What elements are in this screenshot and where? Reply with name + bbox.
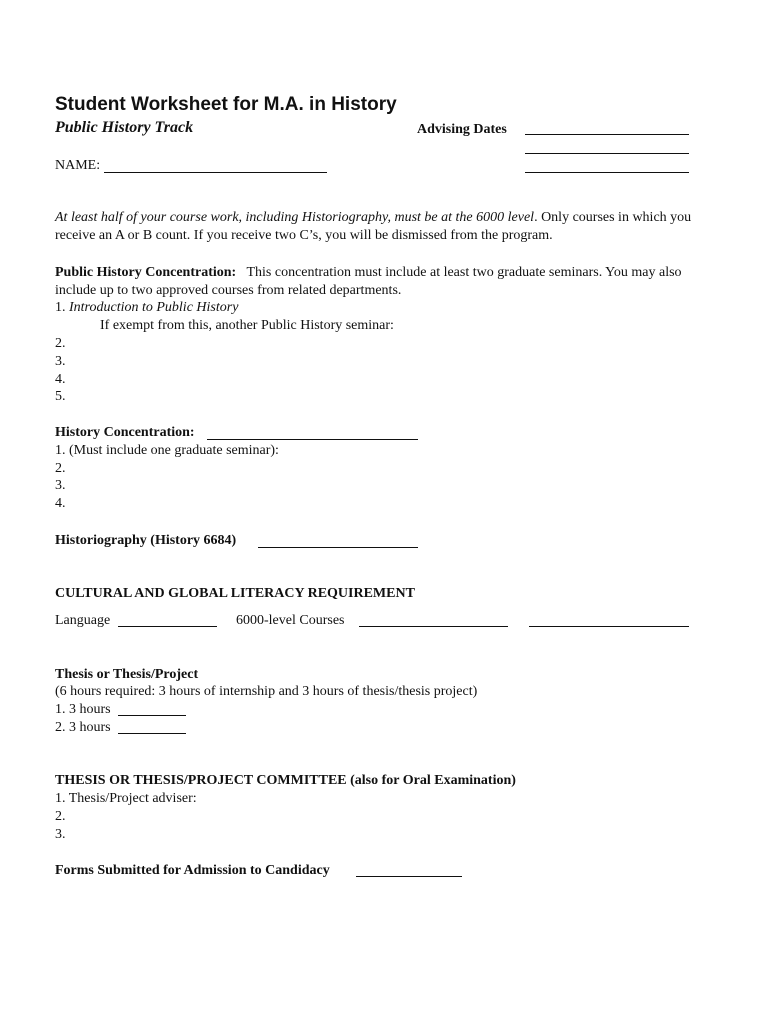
public-history-text: This concentration must include at least two graduate seminars. You may also include up to two approved courses from related departments. bbox=[55, 265, 682, 298]
history-concentration-heading: History Concentration: bbox=[55, 425, 195, 440]
thesis-item-2: 2. 3 hours bbox=[55, 720, 111, 735]
public-history-item-3: 3. bbox=[55, 354, 66, 369]
advising-date-field-1[interactable] bbox=[525, 134, 689, 135]
thesis-note: (6 hours required: 3 hours of internship and 3 hours of thesis/thesis project) bbox=[55, 684, 478, 699]
history-concentration-item-2: 2. bbox=[55, 461, 66, 476]
courses-label: 6000-level Courses bbox=[236, 613, 345, 628]
thesis-hours-field-1[interactable] bbox=[118, 715, 186, 716]
advising-dates-label: Advising Dates bbox=[417, 122, 507, 137]
intro-italic-text: At least half of your course work, including Historiography, must be at the 6000 level bbox=[55, 210, 535, 225]
committee-item-1: 1. Thesis/Project adviser: bbox=[55, 791, 197, 806]
public-history-heading: Public History Concentration: bbox=[55, 265, 237, 280]
name-field[interactable] bbox=[104, 172, 327, 173]
advising-date-field-3[interactable] bbox=[525, 172, 689, 173]
public-history-item-2: 2. bbox=[55, 336, 66, 351]
page-subtitle: Public History Track bbox=[55, 119, 194, 136]
forms-submitted-field[interactable] bbox=[356, 876, 462, 877]
courses-field-2[interactable] bbox=[529, 626, 689, 627]
intro-rest-text: . Only courses in which you receive an A or B count. If you receive two C’s, you will be dismissed from the program. bbox=[55, 210, 692, 243]
courses-field-1[interactable] bbox=[359, 626, 508, 627]
public-history-paragraph bbox=[55, 264, 720, 300]
history-concentration-item-1: 1. (Must include one graduate seminar): bbox=[55, 443, 279, 458]
history-concentration-item-3: 3. bbox=[55, 478, 66, 493]
advising-date-field-2[interactable] bbox=[525, 153, 689, 154]
historiography-field[interactable] bbox=[258, 547, 418, 548]
forms-submitted-label: Forms Submitted for Admission to Candidacy bbox=[55, 863, 330, 878]
name-label: NAME: bbox=[55, 158, 101, 173]
public-history-item-5: 5. bbox=[55, 389, 66, 404]
public-history-item-4: 4. bbox=[55, 372, 66, 387]
cultural-literacy-heading: CULTURAL AND GLOBAL LITERACY REQUIREMENT bbox=[55, 586, 415, 601]
committee-item-2: 2. bbox=[55, 809, 66, 824]
thesis-item-1: 1. 3 hours bbox=[55, 702, 111, 717]
thesis-hours-field-2[interactable] bbox=[118, 733, 186, 734]
historiography-label: Historiography (History 6684) bbox=[55, 533, 237, 548]
history-concentration-field[interactable] bbox=[207, 439, 418, 440]
language-label: Language bbox=[55, 613, 111, 628]
intro-paragraph bbox=[55, 209, 720, 245]
page-title: Student Worksheet for M.A. in History bbox=[55, 94, 397, 115]
thesis-heading: Thesis or Thesis/Project bbox=[55, 667, 199, 682]
committee-heading: THESIS OR THESIS/PROJECT COMMITTEE (also for Oral Examination) bbox=[55, 773, 516, 788]
language-field[interactable] bbox=[118, 626, 217, 627]
public-history-item-1-number: 1. bbox=[55, 300, 69, 315]
committee-item-3: 3. bbox=[55, 827, 66, 842]
public-history-item-1 bbox=[55, 299, 238, 317]
public-history-item-1-text: Introduction to Public History bbox=[69, 300, 239, 315]
history-concentration-item-4: 4. bbox=[55, 496, 66, 511]
public-history-exempt-note: If exempt from this, another Public History seminar: bbox=[100, 318, 394, 333]
